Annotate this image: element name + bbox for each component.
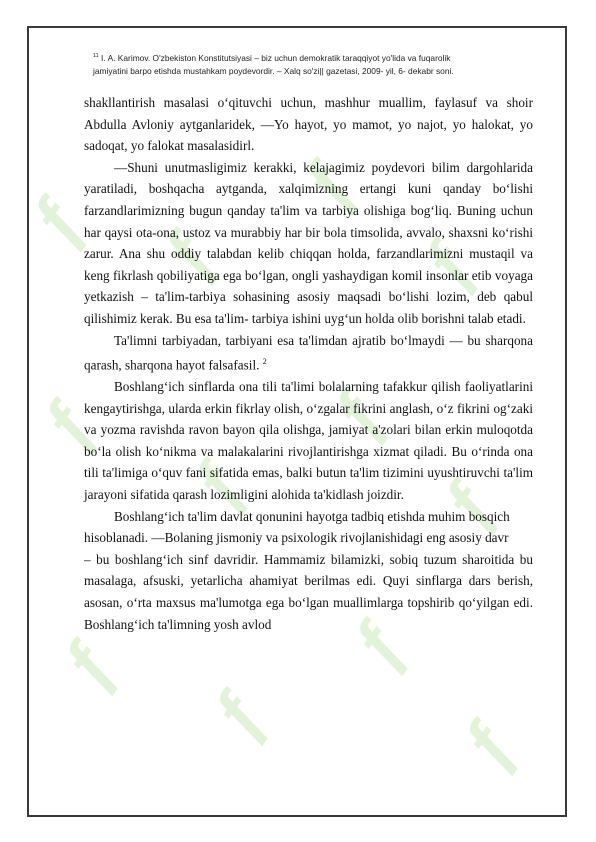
paragraph xyxy=(84,92,533,157)
paragraph-text: Boshlang‘ich sinflarda ona tili ta'limi bolalarning tafakkur qilish faoliyatlarini kengaytirishga, ularda erkin fikrlay olish, o‘zgalar fikrini anglash, o‘z fikrini og‘zaki va yozma ravishda ravon bayon qila olishga, jamiyat a'zolari bilan erkin muloqotda bo‘la olish ko‘nikma va malakalarini rivojlantirishga xizmat qiladi. Bu o‘rinda ona tili ta'limiga o‘quv fani sifatida emas, balki butun ta'lim tizimini uyushtiruvchi ta'lim jarayoni sifatida qarash lozimligini alohida ta'kidlash joizdir. xyxy=(84,379,533,503)
svg-text:ƒ: ƒ xyxy=(405,224,492,302)
footnote-text-1: I. A. Karimov. O'zbekiston Konstitutsiyasi – biz uchun demokratik taraqqiyot yo'lida va fuqarolik xyxy=(101,52,451,63)
svg-text:ƒ: ƒ xyxy=(13,181,101,258)
paragraph-text: Ta'limni tarbiyadan, tarbiyani esa ta'limdan ajratib bo‘lmaydi — bu sharqona qarash, sharqona hayot falsafasil. xyxy=(84,332,533,373)
svg-text:ƒ: ƒ xyxy=(45,624,132,702)
svg-text:ƒ: ƒ xyxy=(175,444,262,522)
paragraph xyxy=(84,376,533,506)
paragraph-text: shakllantirish masalasi o‘qituvchi uchun, mashhur muallim, faylasuf va shoir Abdulla Avloniy aytganlaridek, ―Yo hayot, yo mamot, yo najot, yo halokat, yo sadoqat, yo falokat masalasidirl. xyxy=(84,95,533,154)
svg-text:ƒ: ƒ xyxy=(285,144,372,222)
footnote xyxy=(93,50,533,78)
svg-text:ƒ: ƒ xyxy=(25,384,112,462)
paragraph-text: ―Shuni unutmasligimiz kerakki, kelajagimiz poydevori bilim dargohlarida yaratiladi, boshqacha aytganda, xalqimizning ertangi kuni qanday bo‘lishi farzandlarimizning bugun qanday ta'lim va tarbiya olishiga bog‘liq. Buning uchun har qaysi ota-ona, ustoz va murabbiy har bir bola timsolida, avvalo, shaxsni ko‘rishi zarur. Ana shu oddiy talabdan kelib chiqqan holda, farzandlarimizni mustaqil va keng fikrlash qobiliyatiga ega bo‘lgan, ongli yashaydigan komil insonlar etib voyaga yetkazish – ta'lim-tarbiya sohasining asosiy maqsadi bo‘lishi lozim, deb qabul qilishimiz kerak. Bu esa ta'lim- tarbiya ishini uyg‘un holda olib borishni talab etadi. xyxy=(84,159,533,326)
body-text xyxy=(84,92,533,635)
svg-text:ƒ: ƒ xyxy=(335,604,422,682)
paragraph xyxy=(84,506,533,549)
footnote-number: 11 xyxy=(93,53,99,59)
svg-text:ƒ: ƒ xyxy=(445,704,532,782)
svg-text:ƒ: ƒ xyxy=(145,214,232,292)
footnote-line-1 xyxy=(93,50,533,65)
paragraph-text: Boshlang‘ich ta'lim davlat qonunini hayotga tadbiq etishda muhim bosqich hisoblanadi. ―Bolaning jismoniy va psixologik rivojlanishidagi eng asosiy davr xyxy=(84,508,510,546)
svg-text:ƒ: ƒ xyxy=(315,374,402,452)
paragraph xyxy=(84,157,533,330)
paragraph-text: – bu boshlang‘ich sinf davridir. Hammamiz bilamizki, sobiq tuzum sharoitida bu masalaga, afsuski, yetarlicha ahamiyat berilmas edi. Quyi sinflarga dars berish, asosan, o‘rta maxsus ma'lumotga ega bo‘lgan muallimlarga topshirib qo‘yilgan edi. Boshlang‘ich ta'limning yosh avlod xyxy=(84,551,533,632)
footnote-line-2: jamiyatini barpo etishda mustahkam poydevordir. – Xalq so'zi|| gazetasi, 2009- yil, 6- dekabr soni. xyxy=(93,65,454,76)
svg-text:ƒ: ƒ xyxy=(425,464,512,542)
footnote-ref: 2 xyxy=(262,357,267,367)
paragraph xyxy=(84,330,533,377)
paragraph xyxy=(84,549,533,635)
svg-text:ƒ: ƒ xyxy=(195,674,282,752)
